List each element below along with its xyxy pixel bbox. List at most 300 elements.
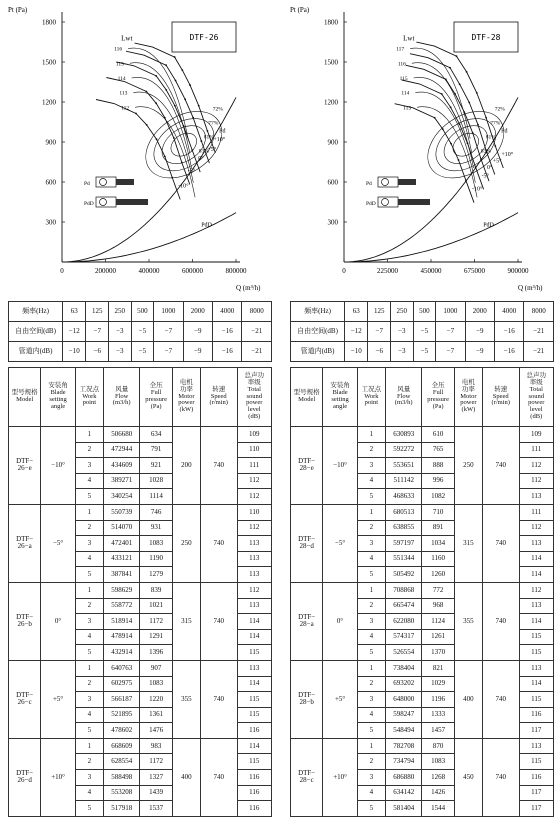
angle-cell: −10° xyxy=(323,427,357,505)
lwt-value: 116 xyxy=(114,46,123,53)
pressure-cell: 1544 xyxy=(422,801,454,817)
freq-row xyxy=(291,342,554,362)
frequency-correction-table-left xyxy=(8,301,272,362)
work-point-cell: 4 xyxy=(75,707,103,723)
freq-header-label: 频率(Hz) xyxy=(291,302,345,322)
angle-label: -10° xyxy=(471,186,483,193)
pressure-cell: 1114 xyxy=(140,489,172,505)
data-point xyxy=(459,83,461,85)
pressure-cell: 1361 xyxy=(140,707,172,723)
flow-cell: 551344 xyxy=(385,551,422,567)
power-cell: 450 xyxy=(454,738,482,816)
flow-cell: 434609 xyxy=(103,458,140,474)
efficiency-label: 72% xyxy=(494,106,505,113)
chart-title: DTF-26 xyxy=(189,33,219,42)
freq-value: 2000 xyxy=(465,302,494,322)
flow-cell: 665474 xyxy=(385,598,422,614)
data-point xyxy=(135,113,137,115)
data-point xyxy=(145,91,147,93)
work-point-cell: 1 xyxy=(75,582,103,598)
flow-cell: 518914 xyxy=(103,614,140,630)
sound-level-cell: 113 xyxy=(519,489,554,505)
spec-header-cell: 总声功 率级 Total sound power level (dB) xyxy=(519,368,554,427)
x-axis-label: Q (m³/h) xyxy=(236,284,261,292)
speed-cell: 740 xyxy=(482,504,519,582)
flow-cell: 648000 xyxy=(385,692,422,708)
pressure-cell: 610 xyxy=(422,427,454,443)
spec-header-cell: 转速 Speed (r/min) xyxy=(200,368,237,427)
flow-cell: 514070 xyxy=(103,520,140,536)
sound-level-cell: 116 xyxy=(519,770,554,786)
angle-curve xyxy=(116,62,200,172)
speed-cell: 740 xyxy=(200,660,237,738)
work-point-cell: 4 xyxy=(75,473,103,489)
sound-level-cell: 116 xyxy=(237,801,272,817)
pressure-cell: 1196 xyxy=(422,692,454,708)
work-point-cell: 3 xyxy=(75,692,103,708)
data-point xyxy=(454,93,456,95)
freq-value: 125 xyxy=(86,302,109,322)
pressure-cell: 1327 xyxy=(140,770,172,786)
work-point-cell: 5 xyxy=(75,567,103,583)
sound-level-cell: 111 xyxy=(519,442,554,458)
pressure-cell: 1268 xyxy=(422,770,454,786)
spec-table-dtf26 xyxy=(8,367,272,817)
work-point-cell: 4 xyxy=(75,551,103,567)
sound-level-cell: 116 xyxy=(237,723,272,739)
legend-label: PdD xyxy=(366,201,376,207)
spec-header-cell: 工况点 Work point xyxy=(75,368,103,427)
work-point-cell: 3 xyxy=(75,770,103,786)
data-point xyxy=(465,180,467,182)
y-tick-label: 300 xyxy=(45,218,56,227)
angle-cell: −5° xyxy=(41,504,75,582)
duct-icon xyxy=(398,199,430,205)
data-point xyxy=(175,80,177,82)
pressure-cell: 1172 xyxy=(140,614,172,630)
work-point-cell: 4 xyxy=(357,629,385,645)
x-tick-label: 600000 xyxy=(182,267,203,275)
data-point xyxy=(156,138,158,140)
pressure-cell: 839 xyxy=(140,582,172,598)
lwt-value: 115 xyxy=(399,76,408,82)
pressure-cell: 634 xyxy=(140,427,172,443)
spec-header-cell: 工况点 Work point xyxy=(357,368,385,427)
spec-header-cell: 转速 Speed (r/min) xyxy=(482,368,519,427)
lwt-value: 116 xyxy=(397,61,406,68)
data-point xyxy=(477,124,479,126)
data-point xyxy=(480,158,482,160)
work-point-cell: 2 xyxy=(75,442,103,458)
angle-cell: −5° xyxy=(323,504,357,582)
sound-level-cell: 115 xyxy=(519,645,554,661)
work-point-cell: 5 xyxy=(75,801,103,817)
spec-header-cell: 总声功 率级 Total sound power level (dB) xyxy=(237,368,272,427)
pressure-cell: 791 xyxy=(140,442,172,458)
pressure-cell: 765 xyxy=(422,442,454,458)
data-point xyxy=(155,102,157,104)
pressure-cell: 968 xyxy=(422,598,454,614)
power-cell: 200 xyxy=(172,427,200,505)
sound-level-cell: 115 xyxy=(519,692,554,708)
freq-cell: −6 xyxy=(86,342,109,362)
x-tick-label: 675000 xyxy=(464,267,485,275)
sound-level-cell: 114 xyxy=(519,614,554,630)
flow-cell: 506680 xyxy=(103,427,140,443)
duct-icon xyxy=(398,179,416,185)
flow-cell: 432914 xyxy=(103,645,140,661)
work-point-cell: 2 xyxy=(75,598,103,614)
angle-label: 0° xyxy=(487,165,493,172)
pressure-cell: 1476 xyxy=(140,723,172,739)
work-point-cell: 5 xyxy=(75,489,103,505)
freq-cell: −5 xyxy=(413,342,436,362)
efficiency-label: 81% xyxy=(203,134,214,141)
spec-header-cell: 安装角 Blade setting angle xyxy=(323,368,357,427)
system-curve-pdd xyxy=(62,213,236,262)
efficiency-label: 72% xyxy=(212,106,223,113)
data-point xyxy=(450,106,452,108)
y-tick-label: 1800 xyxy=(324,18,338,27)
sound-level-cell: 113 xyxy=(519,598,554,614)
flow-cell: 638855 xyxy=(385,520,422,536)
work-point-cell: 4 xyxy=(357,551,385,567)
data-point xyxy=(434,117,436,119)
freq-value: 500 xyxy=(413,302,436,322)
sound-level-cell: 115 xyxy=(237,692,272,708)
speed-cell: 740 xyxy=(482,582,519,660)
lwt-label: Lwt xyxy=(121,34,133,43)
work-point-cell: 1 xyxy=(357,582,385,598)
freq-value: 1000 xyxy=(436,302,465,322)
freq-cell: −21 xyxy=(242,322,272,342)
speed-cell: 740 xyxy=(200,582,237,660)
flow-cell: 782708 xyxy=(385,738,422,754)
pressure-cell: 1220 xyxy=(140,692,172,708)
freq-value: 500 xyxy=(131,302,154,322)
flow-cell: 686880 xyxy=(385,770,422,786)
freq-cell: −21 xyxy=(524,322,554,342)
fan-icon xyxy=(378,197,398,207)
freq-header-row xyxy=(9,302,272,322)
work-point-cell: 2 xyxy=(357,520,385,536)
freq-cell: −21 xyxy=(524,342,554,362)
data-point xyxy=(458,159,460,161)
curve-label-pdd: PdD xyxy=(201,222,212,229)
power-cell: 355 xyxy=(172,660,200,738)
flow-cell: 472401 xyxy=(103,536,140,552)
sound-level-cell: 113 xyxy=(237,567,272,583)
freq-cell: −16 xyxy=(213,322,242,342)
data-point xyxy=(165,64,167,66)
sound-level-cell: 112 xyxy=(519,473,554,489)
x-tick-label: 200000 xyxy=(95,267,116,275)
flow-cell: 511142 xyxy=(385,473,422,489)
flow-cell: 472944 xyxy=(103,442,140,458)
y-tick-label: 900 xyxy=(327,138,338,147)
freq-cell: −16 xyxy=(213,342,242,362)
freq-row-label: 管道内(dB) xyxy=(291,342,345,362)
pressure-cell: 1172 xyxy=(140,754,172,770)
pressure-cell: 746 xyxy=(140,504,172,520)
freq-cell: −9 xyxy=(465,342,494,362)
lwt-value: 113 xyxy=(403,105,412,112)
data-point xyxy=(174,105,176,107)
angle-label: +5° xyxy=(492,158,502,165)
work-point-cell: 2 xyxy=(357,754,385,770)
pressure-cell: 1291 xyxy=(140,629,172,645)
efficiency-label: 77% xyxy=(490,120,501,127)
flow-cell: 630893 xyxy=(385,427,422,443)
sound-level-cell: 115 xyxy=(237,754,272,770)
y-tick-label: 600 xyxy=(327,178,338,187)
flow-cell: 598629 xyxy=(103,582,140,598)
angle-cell: +10° xyxy=(323,738,357,816)
data-point xyxy=(173,137,175,139)
pressure-cell: 870 xyxy=(422,738,454,754)
work-point-cell: 3 xyxy=(357,692,385,708)
sound-level-cell: 112 xyxy=(237,489,272,505)
power-cell: 250 xyxy=(172,504,200,582)
y-tick-label: 1200 xyxy=(42,98,56,107)
chart-svg-dtf26 xyxy=(4,0,274,295)
x-axis-label: Q (m³/h) xyxy=(518,284,543,292)
pressure-cell: 1426 xyxy=(422,785,454,801)
work-point-cell: 1 xyxy=(357,660,385,676)
data-point xyxy=(466,71,468,73)
work-point-cell: 2 xyxy=(357,598,385,614)
sound-level-cell: 117 xyxy=(519,785,554,801)
sound-level-cell: 115 xyxy=(519,629,554,645)
flow-cell: 628554 xyxy=(103,754,140,770)
pressure-cell: 1279 xyxy=(140,567,172,583)
spec-header-cell: 型号规格 Model xyxy=(291,368,323,427)
work-point-cell: 1 xyxy=(357,504,385,520)
sound-level-cell: 114 xyxy=(237,738,272,754)
freq-cell: −3 xyxy=(391,342,414,362)
angle-label: -5° xyxy=(481,173,489,180)
table-row xyxy=(9,738,272,754)
y-tick-label: 1500 xyxy=(42,58,56,67)
sound-level-cell: 110 xyxy=(237,504,272,520)
flow-cell: 640763 xyxy=(103,660,140,676)
sound-level-cell: 116 xyxy=(237,785,272,801)
sound-level-cell: 117 xyxy=(519,723,554,739)
freq-value: 250 xyxy=(109,302,132,322)
freq-cell: −7 xyxy=(368,322,391,342)
freq-cell: −7 xyxy=(154,342,183,362)
freq-cell: −6 xyxy=(368,342,391,362)
freq-cell: −7 xyxy=(436,342,465,362)
flow-cell: 622080 xyxy=(385,614,422,630)
flow-cell: 517918 xyxy=(103,801,140,817)
work-point-cell: 4 xyxy=(357,473,385,489)
flow-cell: 581404 xyxy=(385,801,422,817)
flow-cell: 468633 xyxy=(385,489,422,505)
flow-cell: 553208 xyxy=(103,785,140,801)
work-point-cell: 2 xyxy=(75,676,103,692)
spec-header-cell: 电机 功率 Motor power (kW) xyxy=(454,368,482,427)
freq-cell: −21 xyxy=(242,342,272,362)
spec-header-cell: 型号规格 Model xyxy=(9,368,41,427)
spec-header-cell: 全压 Full pressure (Pa) xyxy=(422,368,454,427)
power-cell: 250 xyxy=(454,427,482,505)
x-tick-label: 0 xyxy=(342,267,346,275)
angle-cell: +5° xyxy=(41,660,75,738)
performance-chart-dtf28 xyxy=(286,0,556,295)
freq-row-label: 管道内(dB) xyxy=(9,342,63,362)
spec-header-row xyxy=(9,368,272,427)
pressure-cell: 1190 xyxy=(140,551,172,567)
sound-level-cell: 115 xyxy=(237,645,272,661)
sound-level-cell: 114 xyxy=(237,629,272,645)
freq-cell: −5 xyxy=(413,322,436,342)
data-point xyxy=(181,69,183,71)
sound-level-cell: 112 xyxy=(237,473,272,489)
flow-cell: 478602 xyxy=(103,723,140,739)
table-row xyxy=(291,504,554,520)
work-point-cell: 4 xyxy=(75,629,103,645)
spec-header-cell: 风量 Flow (m3/h) xyxy=(103,368,140,427)
sound-level-cell: 112 xyxy=(519,458,554,474)
fan-icon xyxy=(378,177,398,187)
work-point-cell: 3 xyxy=(357,536,385,552)
angle-cell: 0° xyxy=(323,582,357,660)
flow-cell: 734794 xyxy=(385,754,422,770)
model-cell: DTF− 28−b xyxy=(291,660,323,738)
angle-label: -10° xyxy=(178,183,189,190)
sound-level-cell: 113 xyxy=(519,660,554,676)
work-point-cell: 5 xyxy=(75,645,103,661)
freq-cell: −16 xyxy=(495,342,524,362)
work-point-cell: 3 xyxy=(75,614,103,630)
freq-value: 8000 xyxy=(524,302,554,322)
lwt-value: 113 xyxy=(119,90,128,97)
pressure-cell: 710 xyxy=(422,504,454,520)
pressure-cell: 931 xyxy=(140,520,172,536)
flow-cell: 526554 xyxy=(385,645,422,661)
freq-value: 8000 xyxy=(242,302,272,322)
freq-value: 1000 xyxy=(154,302,183,322)
power-cell: 400 xyxy=(172,738,200,816)
flow-cell: 478914 xyxy=(103,629,140,645)
y-tick-label: 900 xyxy=(45,138,56,147)
model-cell: DTF− 26−d xyxy=(9,738,41,816)
spec-header-cell: 全压 Full pressure (Pa) xyxy=(140,368,172,427)
work-point-cell: 5 xyxy=(75,723,103,739)
table-row xyxy=(291,738,554,754)
data-point xyxy=(200,140,202,142)
freq-cell: −3 xyxy=(391,322,414,342)
sound-level-cell: 110 xyxy=(237,442,272,458)
freq-cell: −10 xyxy=(63,342,86,362)
pressure-cell: 1333 xyxy=(422,707,454,723)
x-tick-label: 0 xyxy=(60,267,64,275)
model-cell: DTF− 26−e xyxy=(9,427,41,505)
flow-cell: 433121 xyxy=(103,551,140,567)
flow-cell: 598247 xyxy=(385,707,422,723)
speed-cell: 740 xyxy=(482,660,519,738)
sound-level-cell: 116 xyxy=(237,770,272,786)
data-point xyxy=(450,143,452,145)
freq-cell: −3 xyxy=(109,322,132,342)
data-point xyxy=(207,130,209,132)
fan-icon xyxy=(96,177,116,187)
curve-label-pdd: PdD xyxy=(483,222,494,229)
work-point-cell: 1 xyxy=(75,660,103,676)
data-point xyxy=(189,84,191,86)
table-row xyxy=(9,660,272,676)
angle-label: -5° xyxy=(187,168,196,175)
work-point-cell: 1 xyxy=(75,738,103,754)
lwt-value: 117 xyxy=(396,46,405,53)
freq-header-label: 频率(Hz) xyxy=(9,302,63,322)
flow-cell: 550739 xyxy=(103,504,140,520)
y-axis-label: Pt (Pa) xyxy=(8,6,28,14)
table-row xyxy=(291,427,554,443)
data-point xyxy=(165,89,167,91)
freq-cell: −12 xyxy=(63,322,86,342)
chart-title: DTF-28 xyxy=(471,33,501,42)
system-curve-pdd xyxy=(344,213,518,262)
angle-label: 0° xyxy=(198,156,204,163)
table-row xyxy=(291,582,554,598)
pressure-cell: 821 xyxy=(422,660,454,676)
work-point-cell: 1 xyxy=(357,427,385,443)
pressure-cell: 1082 xyxy=(422,489,454,505)
frequency-correction-table-right xyxy=(290,301,554,362)
data-point xyxy=(164,156,166,158)
pressure-cell: 1439 xyxy=(140,785,172,801)
speed-cell: 740 xyxy=(482,427,519,505)
curve-label-pd: Pd xyxy=(219,128,226,135)
data-point xyxy=(184,98,186,100)
x-tick-label: 900000 xyxy=(507,267,529,275)
pressure-cell: 921 xyxy=(140,458,172,474)
y-axis-label: Pt (Pa) xyxy=(290,6,310,14)
legend-label: PdD xyxy=(84,201,94,207)
flow-cell: 680513 xyxy=(385,504,422,520)
data-point xyxy=(476,92,478,94)
sound-level-cell: 115 xyxy=(237,707,272,723)
data-point xyxy=(441,93,443,95)
freq-cell: −5 xyxy=(131,322,154,342)
freq-cell: −16 xyxy=(495,322,524,342)
fan-icon xyxy=(96,197,116,207)
curve-label-pd: Pd xyxy=(501,128,508,135)
pressure-cell: 1370 xyxy=(422,645,454,661)
sound-level-cell: 109 xyxy=(237,427,272,443)
sound-level-cell: 111 xyxy=(519,504,554,520)
pressure-cell: 1083 xyxy=(140,676,172,692)
work-point-cell: 1 xyxy=(357,738,385,754)
angle-cell: 0° xyxy=(41,582,75,660)
angle-cell: −10° xyxy=(41,427,75,505)
work-point-cell: 5 xyxy=(357,567,385,583)
sound-level-cell: 113 xyxy=(237,598,272,614)
work-point-cell: 4 xyxy=(357,785,385,801)
data-point xyxy=(468,102,470,104)
data-point xyxy=(456,55,458,57)
lwt-value: 114 xyxy=(117,76,126,82)
efficiency-label: 83% xyxy=(480,148,491,155)
lwt-value: 112 xyxy=(121,105,130,112)
sound-level-cell: 112 xyxy=(237,520,272,536)
work-point-cell: 1 xyxy=(75,504,103,520)
work-point-cell: 4 xyxy=(75,785,103,801)
data-point xyxy=(146,124,148,126)
flow-cell: 521895 xyxy=(103,707,140,723)
